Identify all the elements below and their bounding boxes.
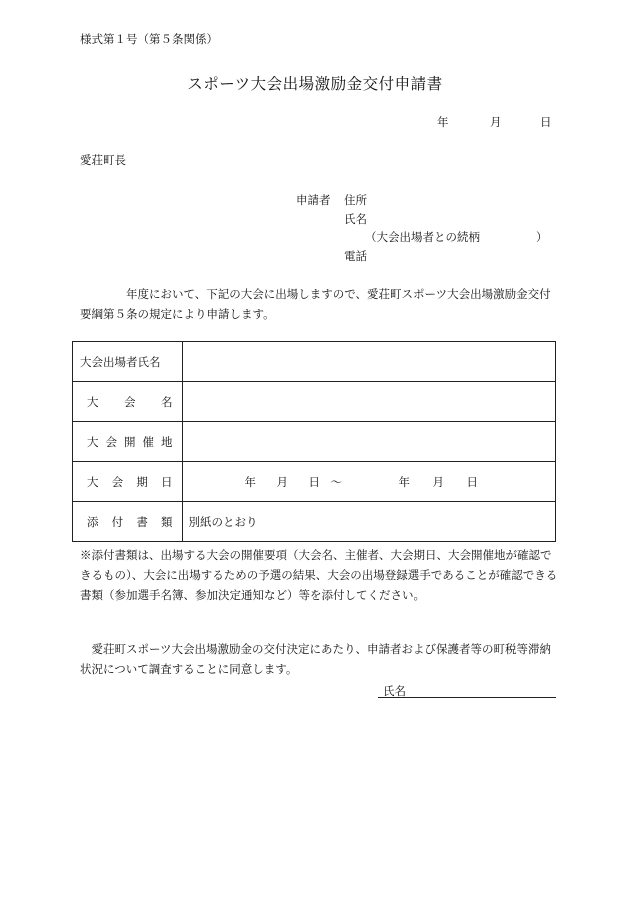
signature-line[interactable]	[378, 683, 556, 698]
date-day-label: 日	[540, 115, 552, 129]
period-start-day: 日	[308, 475, 320, 489]
event-name-field[interactable]	[182, 382, 556, 422]
participant-name-label: 大会出場者氏名	[73, 342, 183, 382]
applicant-name-label: 氏名	[344, 212, 367, 226]
form-number: 様式第１号（第５条関係）	[80, 32, 218, 46]
table-row	[73, 382, 556, 422]
attachment-note: ※添付書類は、出場する大会の開催要項（大会名、主催者、大会期日、大会開催地が確認できるもの）、大会に出場するための予選の結果、大会の出場登録選手であることが確認できる書類（参加選手名簿、参加決定通知など）等を添付してください。	[80, 548, 558, 602]
signature-label: 氏名	[383, 684, 406, 698]
application-statement: 年度において、下記の大会に出場しますので、愛荘町スポーツ大会出場激励金交付要綱第５条の規定により申請します。	[80, 287, 551, 321]
applicant-relation-close: ）	[536, 230, 548, 244]
attachments-label: 添 付 書 類	[73, 502, 183, 542]
table-row	[73, 342, 556, 382]
venue-field[interactable]	[182, 422, 556, 462]
date-year-label: 年	[437, 115, 449, 129]
table-row	[73, 422, 556, 462]
date-month-label: 月	[490, 115, 502, 129]
event-name-label: 大 会 名	[73, 382, 183, 422]
period-label: 大 会 期 日	[73, 462, 183, 502]
table-row	[73, 502, 556, 542]
attachments-value: 別紙のとおり	[182, 502, 556, 542]
period-end-year: 年	[398, 475, 410, 489]
period-end-day: 日	[466, 475, 478, 489]
participant-name-field[interactable]	[182, 342, 556, 382]
period-start-month: 月	[276, 475, 288, 489]
applicant-phone-label: 電話	[344, 249, 367, 263]
document-title: スポーツ大会出場激励金交付申請書	[187, 75, 443, 93]
period-field[interactable]	[182, 462, 556, 502]
period-end-month: 月	[432, 475, 444, 489]
applicant-relation-label: （大会出場者との続柄	[365, 230, 480, 244]
venue-label: 大 会 開 催 地	[73, 422, 183, 462]
applicant-label: 申請者	[296, 193, 331, 207]
application-table	[72, 341, 556, 542]
table-row	[73, 462, 556, 502]
applicant-address-label: 住所	[344, 193, 367, 207]
period-tilde: ～	[330, 475, 342, 489]
period-start-year: 年	[244, 475, 256, 489]
consent-statement: 愛荘町スポーツ大会出場激励金の交付決定にあたり、申請者および保護者等の町税等滞納状況について調査することに同意します。	[80, 642, 552, 676]
addressee: 愛荘町長	[80, 153, 126, 167]
